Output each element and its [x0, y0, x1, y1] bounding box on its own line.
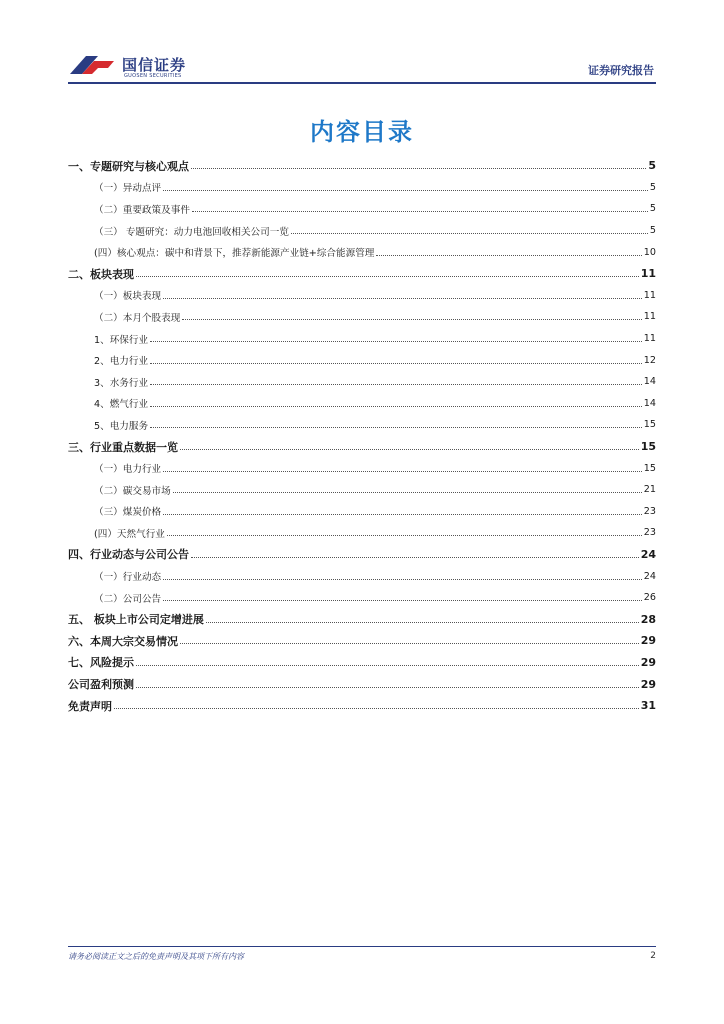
toc-entry-page: 15	[643, 419, 656, 431]
toc-leader-dots	[376, 255, 641, 256]
brand-name-en: GUOSEN SECURITIES	[124, 73, 182, 79]
toc-entry-label: 免责声明	[68, 699, 112, 713]
toc-leader-dots	[150, 406, 642, 407]
toc-entry[interactable]	[68, 371, 656, 393]
toc-entry-page: 26	[643, 592, 656, 604]
toc-entry-page: 29	[640, 634, 656, 648]
footer-disclaimer-note: 请务必阅读正文之后的免责声明及其项下所有内容	[68, 952, 244, 961]
toc-entry[interactable]	[68, 155, 656, 177]
toc-entry-label: （一）电力行业	[94, 464, 162, 476]
toc-entry[interactable]	[68, 436, 656, 458]
toc-entry-page: 10	[643, 246, 656, 258]
toc-leader-dots	[173, 492, 642, 493]
toc-entry[interactable]	[68, 263, 656, 285]
toc-leader-dots	[182, 319, 641, 320]
toc-entry-page: 23	[643, 505, 656, 517]
toc-leader-dots	[191, 168, 646, 169]
toc-entry[interactable]	[68, 608, 656, 630]
report-type-label: 证券研究报告	[588, 64, 654, 77]
toc-entry-page: 11	[643, 311, 656, 323]
page-header	[68, 48, 656, 88]
toc-leader-dots	[136, 665, 639, 666]
toc-entry-page: 5	[649, 203, 656, 215]
toc-entry-label: （三）煤炭价格	[94, 507, 162, 519]
toc-entry-label: (四）天然气行业	[94, 528, 165, 540]
toc-entry-label: 五、 板块上市公司定增进展	[68, 613, 204, 627]
toc-leader-dots	[163, 471, 642, 472]
toc-entry[interactable]	[68, 198, 656, 220]
toc-entry-label: 四、行业动态与公司公告	[68, 548, 189, 562]
toc-entry-label: （二）公司公告	[94, 593, 162, 605]
toc-entry[interactable]	[68, 673, 656, 695]
toc-entry[interactable]	[68, 328, 656, 350]
toc-entry[interactable]	[68, 544, 656, 566]
toc-entry[interactable]	[68, 501, 656, 523]
toc-leader-dots	[150, 384, 642, 385]
toc-entry-label: 公司盈利预测	[68, 678, 134, 692]
toc-leader-dots	[136, 687, 639, 688]
brand-name-cn: 国信证券	[122, 56, 187, 74]
toc-entry[interactable]	[68, 306, 656, 328]
toc-entry-label: 六、本周大宗交易情况	[68, 634, 178, 648]
toc-entry-page: 24	[640, 547, 656, 561]
toc-leader-dots	[150, 341, 642, 342]
footer-divider	[68, 946, 656, 947]
toc-entry-label: 2、电力行业	[94, 356, 149, 368]
toc-entry-label: 二、板块表现	[68, 267, 134, 281]
toc-entry-label: 一、专题研究与核心观点	[68, 159, 189, 173]
toc-entry[interactable]	[68, 522, 656, 544]
toc-entry-page: 5	[649, 225, 656, 237]
toc-entry-label: （二）本月个股表现	[94, 312, 181, 324]
toc-entry[interactable]	[68, 220, 656, 242]
toc-entry[interactable]	[68, 565, 656, 587]
toc-entry[interactable]	[68, 349, 656, 371]
toc-entry-page: 21	[643, 484, 656, 496]
toc-entry-page: 24	[643, 570, 656, 582]
toc-entry-label: （一）行业动态	[94, 572, 162, 584]
toc-entry[interactable]	[68, 587, 656, 609]
toc-entry-label: (四）核心观点：碳中和背景下，推荐新能源产业链+综合能源管理	[94, 248, 375, 260]
page-number: 2	[650, 951, 656, 961]
toc-entry[interactable]	[68, 630, 656, 652]
toc-entry[interactable]	[68, 241, 656, 263]
toc-leader-dots	[136, 276, 639, 277]
toc-leader-dots	[291, 233, 648, 234]
toc-entry-page: 11	[643, 333, 656, 345]
toc-entry[interactable]	[68, 695, 656, 717]
toc-entry-label: 1、环保行业	[94, 334, 149, 346]
toc-entry-label: （一）异动点评	[94, 183, 162, 195]
toc-entry-page: 11	[640, 267, 656, 281]
guosen-logo-icon	[68, 52, 116, 78]
toc-entry-page: 29	[640, 655, 656, 669]
toc-entry-page: 23	[643, 527, 656, 539]
toc-entry-page: 15	[640, 440, 656, 454]
toc-entry-page: 5	[648, 159, 656, 173]
toc-entry[interactable]	[68, 393, 656, 415]
toc-leader-dots	[192, 211, 648, 212]
toc-entry-page: 14	[643, 397, 656, 409]
toc-entry-label: （一）板块表现	[94, 291, 162, 303]
toc-leader-dots	[180, 643, 639, 644]
guosen-logo	[68, 48, 208, 82]
toc-entry[interactable]	[68, 652, 656, 674]
toc-leader-dots	[163, 579, 642, 580]
toc-entry-label: （二）碳交易市场	[94, 485, 171, 497]
toc-entry-label: 5、电力服务	[94, 420, 149, 432]
toc-entry[interactable]	[68, 479, 656, 501]
toc-entry-label: 4、燃气行业	[94, 399, 149, 411]
toc-entry-label: 3、水务行业	[94, 377, 149, 389]
toc-entry-page: 12	[643, 354, 656, 366]
toc-entry[interactable]	[68, 457, 656, 479]
toc-entry-page: 11	[643, 289, 656, 301]
toc-entry-page: 31	[640, 699, 656, 713]
toc-leader-dots	[167, 535, 642, 536]
toc-entry-page: 5	[649, 181, 656, 193]
toc-entry-label: 七、风险提示	[68, 656, 134, 670]
toc-leader-dots	[163, 600, 642, 601]
toc-leader-dots	[180, 449, 639, 450]
toc-entry-page: 14	[643, 376, 656, 388]
toc-entry-page: 29	[640, 677, 656, 691]
toc-entry-page: 28	[640, 612, 656, 626]
toc-entry[interactable]	[68, 285, 656, 307]
toc-entry[interactable]	[68, 177, 656, 199]
header-divider	[68, 82, 656, 84]
toc-leader-dots	[163, 190, 648, 191]
toc-entry-label: 三、行业重点数据一览	[68, 440, 178, 454]
toc-leader-dots	[163, 298, 642, 299]
toc-leader-dots	[163, 514, 642, 515]
toc-title: 内容目录	[310, 118, 414, 146]
table-of-contents	[68, 155, 656, 716]
toc-entry-page: 15	[643, 462, 656, 474]
toc-leader-dots	[191, 557, 639, 558]
toc-leader-dots	[114, 708, 639, 709]
toc-leader-dots	[150, 363, 642, 364]
toc-entry-label: （三） 专题研究：动力电池回收相关公司一览	[94, 226, 289, 238]
toc-entry-label: （二）重要政策及事件	[94, 204, 190, 216]
toc-leader-dots	[150, 427, 642, 428]
toc-leader-dots	[206, 622, 639, 623]
toc-entry[interactable]	[68, 414, 656, 436]
